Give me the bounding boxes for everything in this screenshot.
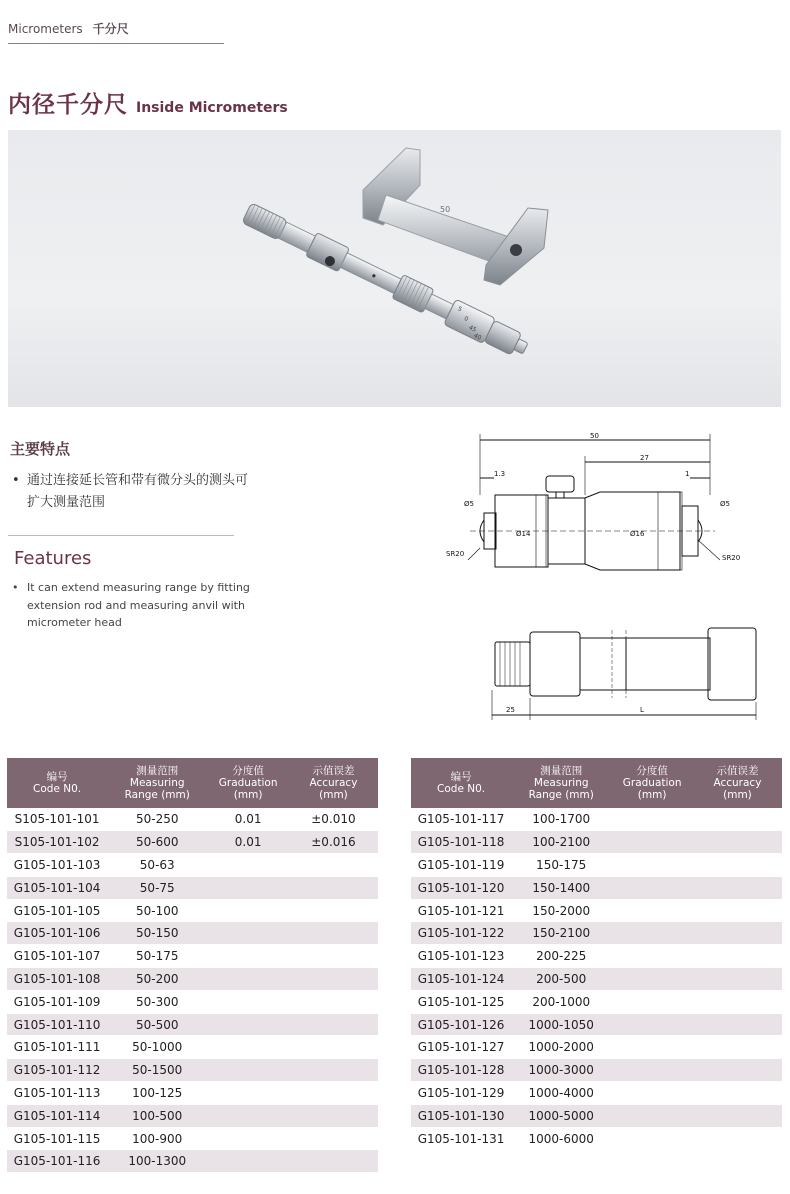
dim-dia-left: Ø5	[464, 500, 474, 508]
scale-mark-3: 45	[467, 324, 478, 334]
cell-graduation	[207, 854, 289, 877]
table-row	[7, 1013, 378, 1036]
cell-code: G105-101-130	[411, 1104, 511, 1127]
cell-code: G105-101-129	[411, 1082, 511, 1105]
dim-sr-left: SR20	[446, 550, 465, 558]
header-graduation: 分度值 Graduation (mm)	[622, 765, 682, 801]
table-row	[411, 808, 782, 831]
cell-accuracy	[693, 945, 782, 968]
feature-bullet-cn	[12, 470, 252, 514]
cell-accuracy	[289, 1104, 378, 1127]
table-header-row	[7, 758, 378, 808]
header-accuracy: 示值误差 Accuracy (mm)	[713, 765, 762, 801]
cell-range: 1000-4000	[511, 1082, 611, 1105]
cell-graduation	[611, 968, 693, 991]
dim-total: 50	[590, 432, 599, 440]
dim-right: 27	[640, 454, 649, 462]
cell-code: G105-101-123	[411, 945, 511, 968]
page-title-en: Inside Micrometers	[136, 100, 288, 116]
spec-table-left	[7, 758, 378, 1173]
cell-graduation	[611, 1059, 693, 1082]
features-heading-en: Features	[14, 548, 92, 569]
cell-accuracy	[289, 1150, 378, 1173]
breadcrumb	[8, 20, 129, 37]
cell-accuracy	[289, 854, 378, 877]
cell-code: G105-101-108	[7, 968, 107, 991]
cell-accuracy	[693, 1036, 782, 1059]
measuring-anvil	[363, 148, 548, 285]
cell-graduation	[207, 968, 289, 991]
cell-accuracy	[693, 854, 782, 877]
cell-graduation	[207, 1059, 289, 1082]
cell-range: 50-150	[107, 922, 207, 945]
cell-accuracy	[289, 922, 378, 945]
bullet-icon: •	[12, 581, 19, 594]
cell-code: G105-101-114	[7, 1104, 107, 1127]
cell-code: G105-101-128	[411, 1059, 511, 1082]
cell-accuracy	[693, 1104, 782, 1127]
cell-graduation	[207, 899, 289, 922]
table-row	[411, 1082, 782, 1105]
technical-drawing	[440, 420, 780, 730]
cell-range: 1000-2000	[511, 1036, 611, 1059]
cell-code: G105-101-109	[7, 990, 107, 1013]
cell-range: 100-1700	[511, 808, 611, 831]
cell-range: 150-1400	[511, 876, 611, 899]
table-header-row	[411, 758, 782, 808]
product-photo	[8, 130, 781, 407]
table-row	[411, 854, 782, 877]
cell-range: 200-225	[511, 945, 611, 968]
table-row	[7, 1104, 378, 1127]
cell-graduation	[207, 1082, 289, 1105]
header-range: 测量范围 Measuring Range (mm)	[528, 765, 594, 801]
cell-graduation	[611, 1127, 693, 1150]
table-row	[7, 854, 378, 877]
cell-code: G105-101-104	[7, 876, 107, 899]
cell-graduation	[207, 1150, 289, 1173]
scale-mark-1: 5	[456, 305, 464, 314]
cell-graduation: 0.01	[207, 831, 289, 854]
cell-accuracy	[693, 1059, 782, 1082]
cell-accuracy	[693, 808, 782, 831]
cell-accuracy	[693, 990, 782, 1013]
table-row	[411, 876, 782, 899]
dim-left-small: 1.3	[494, 470, 506, 478]
cell-accuracy	[693, 831, 782, 854]
cell-range: 1000-3000	[511, 1059, 611, 1082]
dim-dia-16: Ø16	[630, 530, 645, 538]
cell-range: 150-175	[511, 854, 611, 877]
cell-code: G105-101-124	[411, 968, 511, 991]
cell-graduation	[207, 990, 289, 1013]
table-row	[411, 945, 782, 968]
cell-code: G105-101-122	[411, 922, 511, 945]
cell-range: 50-300	[107, 990, 207, 1013]
cell-range: 100-1300	[107, 1150, 207, 1173]
table-row	[411, 831, 782, 854]
cell-graduation	[611, 922, 693, 945]
cell-code: G105-101-126	[411, 1013, 511, 1036]
cell-accuracy	[289, 1059, 378, 1082]
header-code: 编号 Code N0.	[437, 771, 486, 795]
cell-code: G105-101-105	[7, 899, 107, 922]
drawing-top-view	[468, 434, 720, 570]
cell-range: 150-2100	[511, 922, 611, 945]
cell-code: G105-101-116	[7, 1150, 107, 1173]
cell-accuracy	[289, 876, 378, 899]
cell-accuracy	[289, 1082, 378, 1105]
table-row	[411, 990, 782, 1013]
cell-range: 100-2100	[511, 831, 611, 854]
table-row	[7, 1127, 378, 1150]
cell-range: 50-100	[107, 899, 207, 922]
cell-range: 50-250	[107, 808, 207, 831]
table-row	[411, 922, 782, 945]
header-divider	[8, 43, 224, 44]
cell-code: G105-101-127	[411, 1036, 511, 1059]
table-row	[411, 899, 782, 922]
cell-code: G105-101-125	[411, 990, 511, 1013]
cell-accuracy	[693, 876, 782, 899]
scale-mark-2: 0	[462, 315, 470, 324]
cell-graduation: 0.01	[207, 808, 289, 831]
cell-accuracy	[289, 990, 378, 1013]
cell-graduation	[611, 1104, 693, 1127]
header-code: 编号 Code N0.	[33, 771, 82, 795]
dim-dia-14: Ø14	[516, 530, 531, 538]
cell-accuracy	[693, 922, 782, 945]
cell-accuracy	[289, 899, 378, 922]
table-row	[411, 1104, 782, 1127]
cell-range: 50-600	[107, 831, 207, 854]
cell-graduation	[611, 1013, 693, 1036]
table-row	[7, 945, 378, 968]
cell-graduation	[207, 945, 289, 968]
bullet-icon: •	[12, 473, 20, 488]
cell-code: G105-101-119	[411, 854, 511, 877]
cell-accuracy	[289, 945, 378, 968]
breadcrumb-en: Micrometers	[8, 22, 83, 36]
header-accuracy: 示值误差 Accuracy (mm)	[309, 765, 358, 801]
header-range: 测量范围 Measuring Range (mm)	[124, 765, 190, 801]
cell-accuracy: ±0.010	[289, 808, 378, 831]
breadcrumb-cn: 千分尺	[92, 22, 129, 36]
cell-accuracy	[289, 1127, 378, 1150]
cell-range: 200-1000	[511, 990, 611, 1013]
cell-code: G105-101-115	[7, 1127, 107, 1150]
features-divider	[8, 535, 234, 536]
cell-graduation	[611, 876, 693, 899]
cell-accuracy	[693, 1127, 782, 1150]
drawing-bottom-view	[492, 628, 756, 720]
cell-accuracy: ±0.016	[289, 831, 378, 854]
dim-25: 25	[506, 706, 515, 714]
cell-range: 50-175	[107, 945, 207, 968]
cell-graduation	[207, 1013, 289, 1036]
cell-graduation	[207, 876, 289, 899]
cell-graduation	[207, 1127, 289, 1150]
cell-range: 200-500	[511, 968, 611, 991]
feature-text-en: It can extend measuring range by fitting extension rod and measuring anvil with micrometer head	[27, 581, 250, 629]
cell-range: 50-1500	[107, 1059, 207, 1082]
micrometer-photo-illustration	[8, 130, 781, 407]
table-row	[7, 1082, 378, 1105]
cell-code: G105-101-107	[7, 945, 107, 968]
cell-range: 50-500	[107, 1013, 207, 1036]
cell-range: 50-1000	[107, 1036, 207, 1059]
cell-code: G105-101-113	[7, 1082, 107, 1105]
cell-code: G105-101-112	[7, 1059, 107, 1082]
cell-graduation	[611, 808, 693, 831]
dim-dia-right: Ø5	[720, 500, 730, 508]
cell-graduation	[611, 831, 693, 854]
table-row	[7, 808, 378, 831]
cell-accuracy	[693, 968, 782, 991]
cell-graduation	[207, 1104, 289, 1127]
cell-code: G105-101-106	[7, 922, 107, 945]
cell-accuracy	[289, 968, 378, 991]
cell-code: G105-101-103	[7, 854, 107, 877]
cell-range: 100-900	[107, 1127, 207, 1150]
table-row	[7, 1036, 378, 1059]
drawing-bottom-dimensions	[506, 706, 644, 714]
table-row	[411, 1036, 782, 1059]
table-row	[411, 968, 782, 991]
cell-graduation	[611, 990, 693, 1013]
cell-graduation	[207, 922, 289, 945]
header-graduation: 分度值 Graduation (mm)	[218, 765, 278, 801]
table-row	[7, 922, 378, 945]
anvil-label: 50	[440, 205, 451, 214]
scale-mark-4: 40	[472, 332, 483, 342]
page-title-cn: 内径千分尺	[8, 92, 128, 118]
cell-code: G105-101-121	[411, 899, 511, 922]
table-row	[7, 831, 378, 854]
cell-code: S105-101-102	[7, 831, 107, 854]
cell-range: 1000-1050	[511, 1013, 611, 1036]
dim-L: L	[640, 706, 644, 714]
table-row	[7, 899, 378, 922]
cell-range: 100-500	[107, 1104, 207, 1127]
cell-code: G105-101-110	[7, 1013, 107, 1036]
features-heading-cn: 主要特点	[10, 440, 71, 458]
cell-graduation	[611, 1082, 693, 1105]
dim-right-small: 1	[685, 470, 690, 478]
cell-range: 50-63	[107, 854, 207, 877]
cell-accuracy	[693, 899, 782, 922]
cell-graduation	[611, 945, 693, 968]
cell-code: S105-101-101	[7, 808, 107, 831]
cell-range: 1000-5000	[511, 1104, 611, 1127]
cell-graduation	[207, 1036, 289, 1059]
cell-range: 50-200	[107, 968, 207, 991]
page-title	[8, 86, 288, 119]
cell-code: G105-101-118	[411, 831, 511, 854]
table-row	[7, 968, 378, 991]
cell-graduation	[611, 1036, 693, 1059]
feature-bullet-en	[12, 579, 252, 632]
table-row	[7, 1150, 378, 1173]
table-row	[411, 1127, 782, 1150]
drawing-dimensions	[446, 432, 740, 562]
cell-accuracy	[289, 1013, 378, 1036]
cell-graduation	[611, 899, 693, 922]
dim-sr-right: SR20	[722, 554, 741, 562]
cell-graduation	[611, 854, 693, 877]
cell-accuracy	[693, 1013, 782, 1036]
cell-range: 1000-6000	[511, 1127, 611, 1150]
cell-accuracy	[693, 1082, 782, 1105]
cell-range: 50-75	[107, 876, 207, 899]
cell-code: G105-101-117	[411, 808, 511, 831]
cell-range: 150-2000	[511, 899, 611, 922]
table-row	[7, 876, 378, 899]
feature-text-cn: 通过连接延长管和带有微分头的测头可扩大测量范围	[27, 473, 249, 510]
cell-code: G105-101-120	[411, 876, 511, 899]
cell-accuracy	[289, 1036, 378, 1059]
table-row	[411, 1059, 782, 1082]
table-row	[7, 990, 378, 1013]
spec-table-right	[411, 758, 782, 1150]
cell-code: G105-101-111	[7, 1036, 107, 1059]
table-row	[411, 1013, 782, 1036]
cell-code: G105-101-131	[411, 1127, 511, 1150]
table-row	[7, 1059, 378, 1082]
cell-range: 100-125	[107, 1082, 207, 1105]
